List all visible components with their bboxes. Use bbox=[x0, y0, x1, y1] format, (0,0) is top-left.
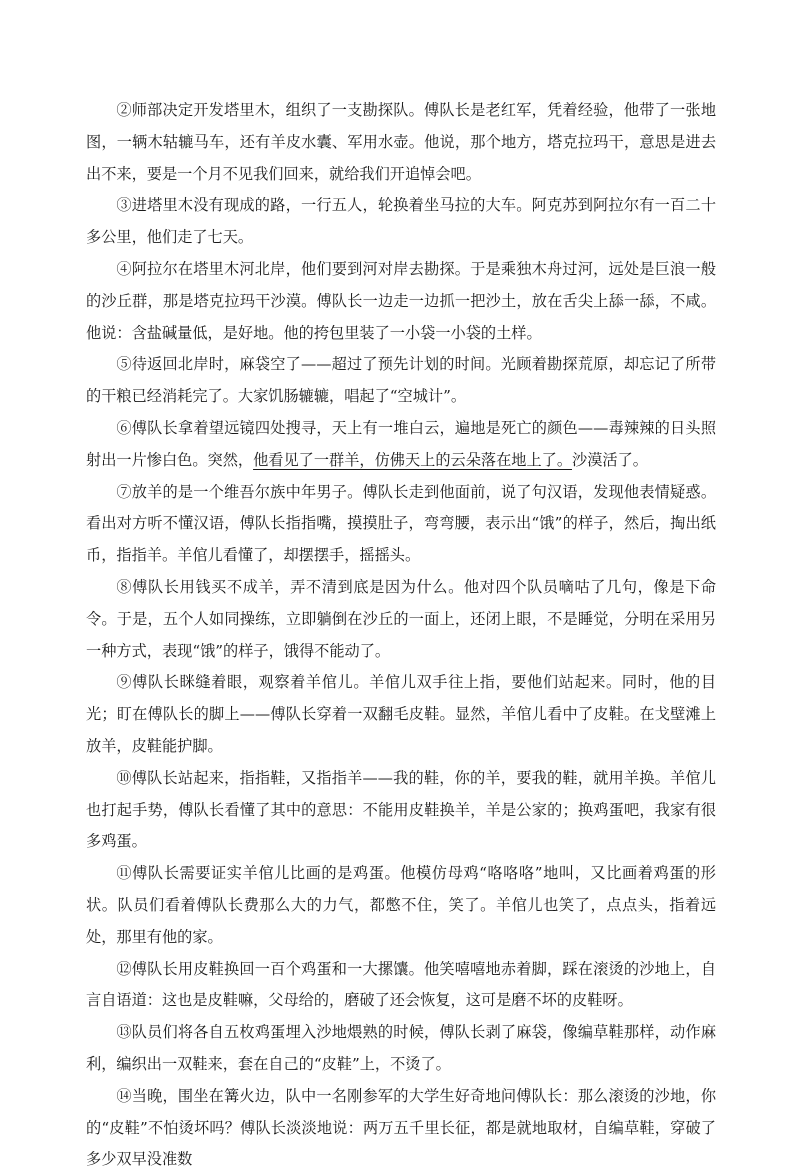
paragraph-11-text: ⑪傅队长需要证实羊倌儿比画的是鸡蛋。他模仿母鸡“咯咯咯”地叫，又比画着鸡蛋的形状。队员们看着傅队长费那么大的力气，都憋不住，笑了。羊倌儿也笑了，点点头，指着远处，那里有他的家。 bbox=[86, 864, 716, 946]
paragraph-12 bbox=[86, 954, 716, 1018]
paragraph-5 bbox=[86, 349, 716, 413]
paragraph-12-text: ⑫傅队长用皮鞋换回一百个鸡蛋和一大摞馕。他笑嘻嘻地赤着脚，踩在滚烫的沙地上，自言自语道：这也是皮鞋嘛，父母给的，磨破了还会恢复，这可是磨不坏的皮鞋呀。 bbox=[86, 959, 716, 1010]
article-body bbox=[86, 95, 716, 1176]
paragraph-9 bbox=[86, 667, 716, 762]
paragraph-9-text: ⑨傅队长眯缝着眼，观察着羊倌儿。羊倌儿双手往上指，要他们站起来。同时，他的目光；盯在傅队长的脚上——傅队长穿着一双翻毛皮鞋。显然，羊倌儿看中了皮鞋。在戈壁滩上放羊，皮鞋能护脚。 bbox=[86, 673, 716, 755]
paragraph-7 bbox=[86, 477, 716, 572]
paragraph-3 bbox=[86, 190, 716, 254]
paragraph-14 bbox=[86, 1081, 716, 1176]
paragraph-4-text: ④阿拉尔在塔里木河北岸，他们要到河对岸去勘探。于是乘独木舟过河，远处是巨浪一般的沙丘群，那是塔克拉玛干沙漠。傅队长一边走一边抓一把沙土，放在舌尖上舔一舔，不咸。他说：含盐碱量低，是好地。他的挎包里装了一小袋一小袋的土样。 bbox=[86, 259, 716, 342]
paragraph-7-text: ⑦放羊的是一个维吾尔族中年男子。傅队长走到他面前，说了句汉语，发现他表情疑惑。看出对方听不懂汉语，傅队长指指嘴，摸摸肚子，弯弯腰，表示出“饿”的样子，然后，掏出纸币，指指羊。羊倌儿看懂了，却摆摆手，摇摇头。 bbox=[86, 482, 716, 565]
paragraph-14-text: ⑭当晚，围坐在篝火边，队中一名刚参军的大学生好奇地问傅队长：那么滚烫的沙地，你的“皮鞋”不怕烫坏吗？傅队长淡淡地说：两万五千里长征，都是就地取材，自编草鞋，穿破了多少双早没准数 bbox=[86, 1086, 716, 1169]
paragraph-10-text: ⑩傅队长站起来，指指鞋，又指指羊——我的鞋，你的羊，要我的鞋，就用羊换。羊倌儿也打起手势，傅队长看懂了其中的意思：不能用皮鞋换羊，羊是公家的；换鸡蛋吧，我家有很多鸡蛋。 bbox=[86, 768, 716, 851]
paragraph-5-text: ⑤待返回北岸时，麻袋空了——超过了预先计划的时间。光顾着勘探荒原，却忘记了所带的干粮已经消耗完了。大家饥肠辘辘，唱起了“空城计”。 bbox=[86, 355, 716, 406]
paragraph-13-text: ⑬队员们将各自五枚鸡蛋埋入沙地煨熟的时候，傅队长剥了麻袋，像编草鞋那样，动作麻利，编织出一双鞋来，套在自己的“皮鞋”上，不烫了。 bbox=[86, 1023, 716, 1073]
paragraph-6-text-after: 沙漠活了。 bbox=[572, 450, 648, 469]
paragraph-8-text: ⑧傅队长用钱买不成羊，弄不清到底是因为什么。他对四个队员嘀咕了几句，像是下命令。于是，五个人如同操练，立即躺倒在沙丘的一面上，还闭上眼，不是睡觉，分明在采用另一种方式，表现“饿”的样子，饿得不能动了。 bbox=[86, 577, 716, 660]
paragraph-2 bbox=[86, 95, 716, 190]
paragraph-3-text: ③进塔里木没有现成的路，一行五人，轮换着坐马拉的大车。阿克苏到阿拉尔有一百二十多公里，他们走了七天。 bbox=[86, 196, 716, 247]
paragraph-10 bbox=[86, 763, 716, 858]
paragraph-8 bbox=[86, 572, 716, 667]
paragraph-6-text-before: ⑥傅队长拿着望远镜四处搜寻，天上有一堆白云，遍地是死亡的颜色——毒辣辣的日头照射出一片惨白色。突然， bbox=[86, 418, 716, 469]
paragraph-2-text: ②师部决定开发塔里木，组织了一支勘探队。傅队长是老红军，凭着经验，他带了一张地图，一辆木轱辘马车，还有羊皮水囊、军用水壶。他说，那个地方，塔克拉玛干，意思是进去出不来，要是一个月不见我们回来，就给我们开追悼会吧。 bbox=[86, 101, 716, 183]
paragraph-4 bbox=[86, 254, 716, 349]
paragraph-13 bbox=[86, 1017, 716, 1081]
paragraph-6 bbox=[86, 413, 716, 477]
underlined-sentence: 他看见了一群羊，仿佛天上的云朵落在地上了。 bbox=[253, 450, 572, 469]
paragraph-11 bbox=[86, 858, 716, 953]
